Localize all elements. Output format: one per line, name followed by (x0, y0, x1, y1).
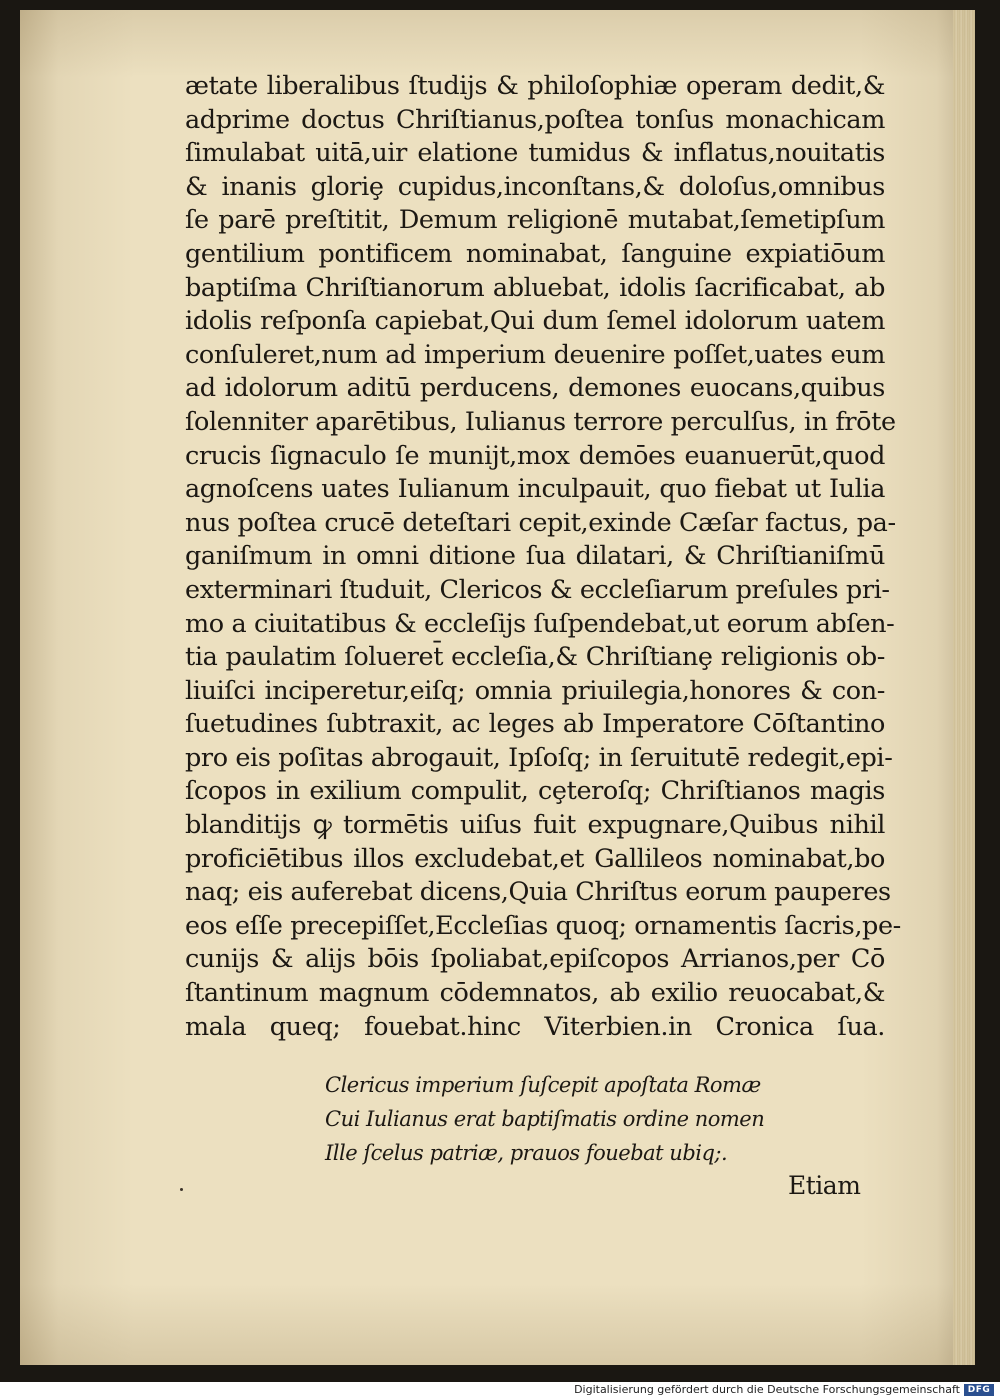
verse-line: Cui Iulianus erat baptiſmatis ordine nomen (325, 1107, 765, 1131)
text-line: proficiētibus illos excludebat,et Gallileos nominabat,bo (185, 843, 885, 874)
verse-line: Clericus imperium ſuſcepit apoſtata Romæ (325, 1073, 761, 1097)
text-line: ad idolorum aditū perducens, demones euocans,quibus (185, 373, 885, 404)
text-line: & inanis gloriȩ cupidus,inconſtans,& doloſus,omnibus (185, 171, 885, 202)
text-line: mo a ciuitatibus & eccleſijs ſuſpendebat,ut eorum abſen- (185, 608, 895, 639)
text-line: ſcopos in exilium compulit, cȩteroſq; Chriſtianos magis (185, 776, 885, 807)
text-line: ſtantinum magnum cōdemnatos, ab exilio reuocabat,& (185, 978, 885, 1009)
text-line: ſe parē preſtitit, Demum religionē mutabat,ſemetipſum (185, 205, 885, 236)
text-line: mala queq; fouebat.hinc Viterbien.in Cronica ſua. (185, 1011, 885, 1042)
text-line: conſuleret,num ad imperium deuenire poſſet,uates eum (185, 339, 885, 370)
text-line: eos eſſe precepiſſet,Eccleſias quoq; ornamentis ſacris,pe- (185, 910, 901, 941)
page-edge (953, 10, 975, 1365)
text-line: exterminari ſtuduit, Clericos & eccleſiarum preſules pri- (185, 574, 890, 605)
text-line: crucis ſignaculo ſe munijt,mox demōes euanuerūt,quod (185, 440, 885, 471)
text-line: gentilium pontificem nominabat, ſanguine expiatiōum (185, 238, 885, 269)
text-line: pro eis poſitas abrogauit, Ipſoſq; in ſeruitutē redegit,epi- (185, 742, 893, 773)
text-line: ſuetudines ſubtraxit, ac leges ab Imperatore Cōſtantino (185, 709, 885, 740)
text-line: idolis reſponſa capiebat,Qui dum ſemel idolorum uatem (185, 306, 885, 337)
text-line: adprime doctus Chriſtianus,poſtea tonſus monachicam (185, 104, 885, 135)
text-line: ætate liberalibus ſtudijs & philoſophiæ operam dedit,& (185, 71, 885, 101)
ink-speck (180, 1188, 183, 1191)
text-line: ſolenniter aparētibus, Iulianus terrore perculſus, in frōte (185, 406, 896, 437)
text-line: blanditijs ꝙ tormētis uiſus fuit expugnare,Quibus nihil (185, 810, 885, 841)
text-line: nus poſtea crucē deteſtari cepit,exinde Cæſar factus, pa- (185, 507, 896, 538)
text-line: naq; eis auferebat dicens,Quia Chriſtus eorum pauperes (185, 877, 891, 908)
verse-line: Ille ſcelus patriæ, prauos fouebat ubiq;. (325, 1141, 728, 1165)
text-line: tia paulatim ſolueret̄ eccleſia,& Chriſtianȩ religionis ob- (185, 642, 885, 673)
verse-quotation (325, 1068, 805, 1170)
catchword: Etiam (788, 1171, 861, 1200)
body-text (185, 70, 901, 1044)
text-line: cunijs & alijs bōis ſpoliabat,epiſcopos Arrianos,per Cō (185, 944, 885, 975)
text-line: baptiſma Chriſtianorum abluebat, idolis ſacrificabat, ab (185, 272, 885, 303)
digitization-footer (0, 1382, 1000, 1399)
text-line: ganiſmum in omni ditione ſua dilatari, & Chriſtianiſmū (185, 541, 885, 572)
text-line: ſimulabat uitā,uir elatione tumidus & inflatus,nouitatis (185, 138, 885, 169)
funding-credit: Digitalisierung gefördert durch die Deutsche Forschungsgemeinschaft (574, 1383, 960, 1396)
text-line: liuiſci inciperetur,eiſq; omnia priuilegia,honores & con- (185, 675, 885, 706)
text-line: agnoſcens uates Iulianum inculpauit, quo fiebat ut Iulia (185, 474, 885, 505)
dfg-logo: DFG (964, 1384, 994, 1396)
